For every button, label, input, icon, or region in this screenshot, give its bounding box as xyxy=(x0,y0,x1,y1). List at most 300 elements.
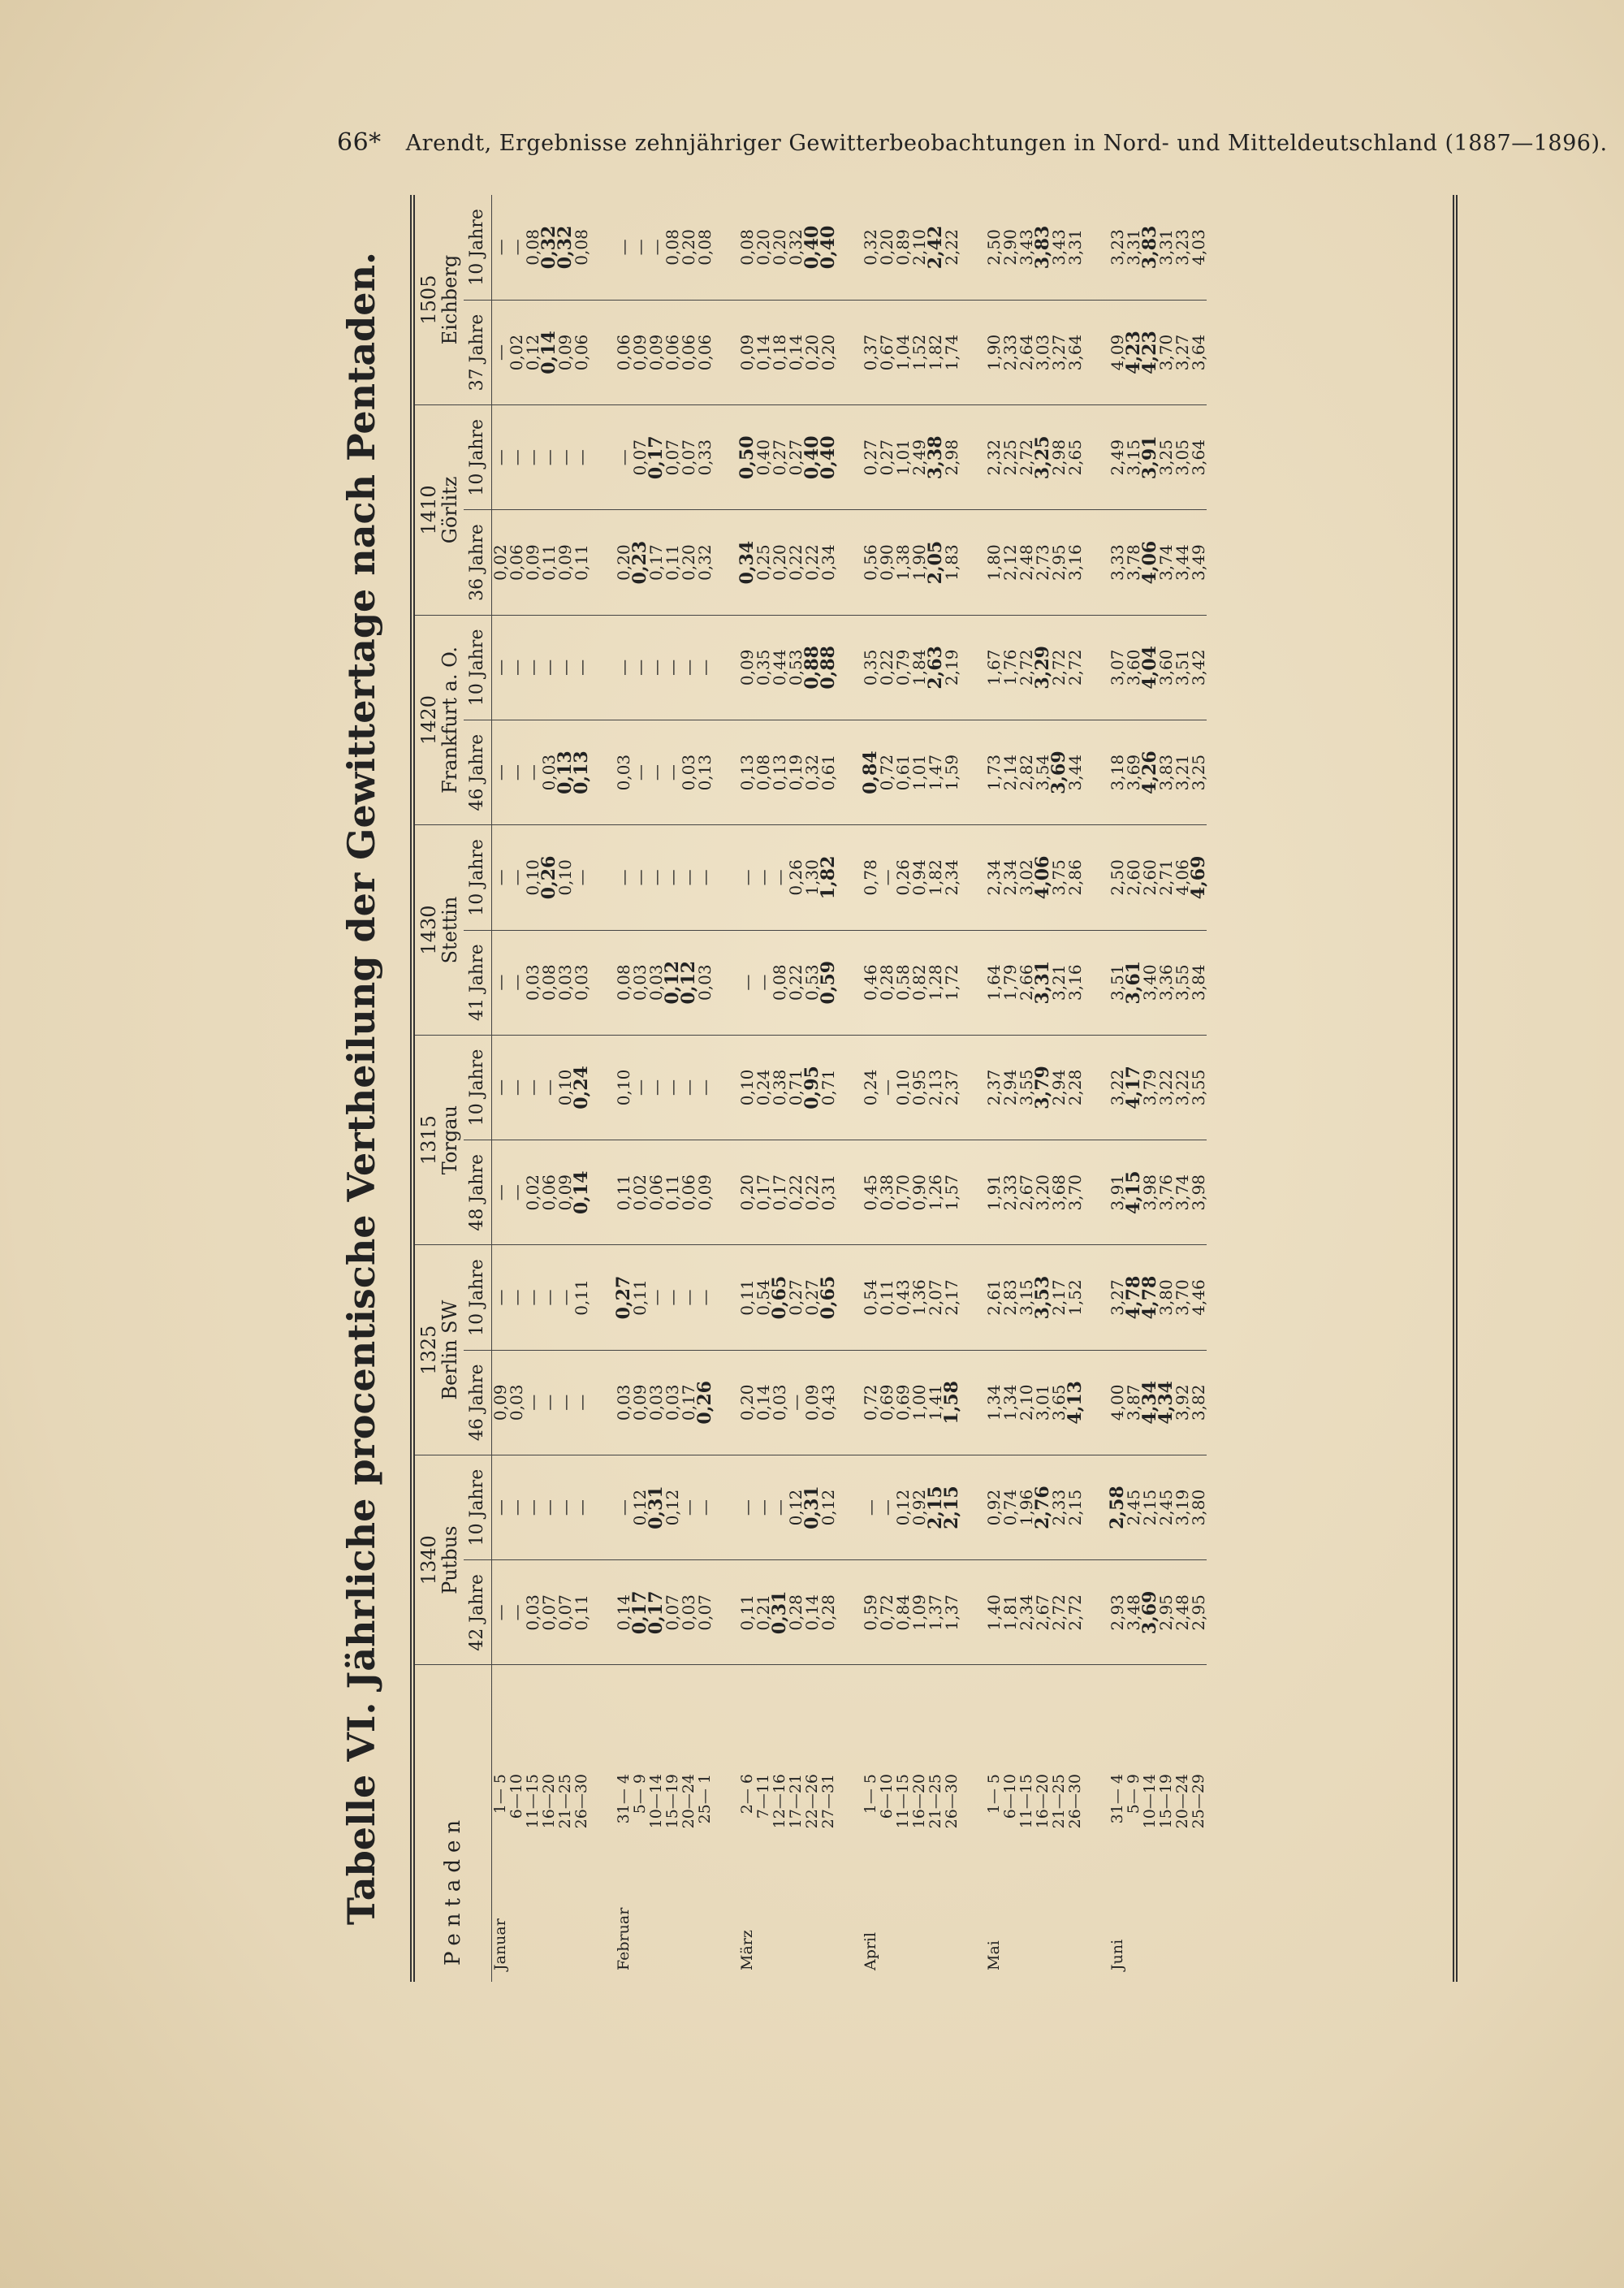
table-row xyxy=(525,195,541,1982)
value-cell: — xyxy=(648,615,664,720)
value-cell: 2,63 xyxy=(927,615,944,720)
value-cell: 3,69 xyxy=(1142,1560,1158,1665)
value-cell: 0,22 xyxy=(804,1140,820,1245)
value-cell: 2,45 xyxy=(1125,1455,1142,1559)
value-cell: — xyxy=(492,1455,509,1559)
value-cell: 2,72 xyxy=(1018,405,1034,510)
value-cell: 0,03 xyxy=(632,930,648,1035)
spacer-cell xyxy=(960,1245,986,1350)
value-cell: 0,90 xyxy=(911,1140,927,1245)
value-cell: 0,31 xyxy=(771,1560,788,1665)
value-cell: 2,60 xyxy=(1142,825,1158,930)
value-cell: — xyxy=(492,825,509,930)
value-cell: 0,21 xyxy=(755,1560,771,1665)
value-cell: 3,27 xyxy=(1109,1245,1125,1350)
value-cell: 0,70 xyxy=(895,1140,911,1245)
station-name: Frankfurt a. O. xyxy=(438,646,461,794)
value-cell: 0,10 xyxy=(739,1035,755,1140)
spacer-cell xyxy=(836,1560,862,1665)
value-cell: 0,27 xyxy=(771,405,788,510)
value-cell: — xyxy=(680,1245,697,1350)
value-cell: 0,02 xyxy=(632,1140,648,1245)
value-cell: 2,72 xyxy=(1051,1560,1067,1665)
value-cell: 0,03 xyxy=(615,720,632,824)
value-cell: 3,27 xyxy=(1051,300,1067,404)
value-cell: — xyxy=(697,615,713,720)
value-cell: 2,95 xyxy=(1051,510,1067,615)
value-cell: 0,88 xyxy=(820,615,836,720)
value-cell: 3,55 xyxy=(1190,1035,1207,1140)
value-cell: 3,68 xyxy=(1051,1140,1067,1245)
spacer-row xyxy=(590,195,615,1982)
value-cell: 1,38 xyxy=(895,510,911,615)
value-cell: 0,17 xyxy=(771,1140,788,1245)
pentade-range: 5— 9 xyxy=(631,1774,649,1814)
spacer-cell xyxy=(590,1140,615,1245)
value-cell: 0,10 xyxy=(895,1035,911,1140)
value-cell: 3,42 xyxy=(1190,615,1207,720)
value-cell: 0,22 xyxy=(788,510,804,615)
spacer-cell xyxy=(1083,1140,1109,1245)
value-cell: 0,27 xyxy=(788,1245,804,1350)
value-cell: 0,03 xyxy=(615,1350,632,1455)
spacer-cell xyxy=(1083,930,1109,1035)
value-cell: 3,60 xyxy=(1125,615,1142,720)
spacer-cell xyxy=(1083,825,1109,930)
value-cell: 0,03 xyxy=(525,930,541,1035)
value-cell: 0,65 xyxy=(771,1245,788,1350)
value-cell: 0,19 xyxy=(788,720,804,824)
value-cell: 0,11 xyxy=(541,510,557,615)
value-cell: 3,02 xyxy=(1018,825,1034,930)
value-cell: 0,22 xyxy=(788,930,804,1035)
table-row xyxy=(615,195,632,1982)
pentade-cell xyxy=(755,1665,771,1982)
value-cell: 2,12 xyxy=(1002,510,1018,615)
value-cell: 0,02 xyxy=(508,300,525,404)
spacer-cell xyxy=(713,405,739,510)
value-cell: 0,12 xyxy=(680,930,697,1035)
pentade-range: 1— 5 xyxy=(985,1774,1003,1814)
value-cell: — xyxy=(541,1245,557,1350)
value-cell: 3,18 xyxy=(1109,720,1125,824)
value-cell: 3,15 xyxy=(1125,405,1142,510)
value-cell: 3,83 xyxy=(1142,195,1158,300)
value-cell: 0,32 xyxy=(557,195,573,300)
value-cell: 4,23 xyxy=(1125,300,1142,404)
value-cell: 0,69 xyxy=(879,1350,895,1455)
spacer-row xyxy=(836,195,862,1982)
value-cell: 4,23 xyxy=(1142,300,1158,404)
value-cell: 1,41 xyxy=(927,1350,944,1455)
value-cell: 1,80 xyxy=(986,510,1002,615)
pentade-cell xyxy=(508,1665,525,1982)
value-cell: 3,53 xyxy=(1034,1245,1051,1350)
value-cell: 2,28 xyxy=(1067,1035,1083,1140)
value-cell: — xyxy=(615,825,632,930)
value-cell: — xyxy=(508,405,525,510)
value-cell: — xyxy=(755,1455,771,1559)
value-cell: 4,13 xyxy=(1067,1350,1083,1455)
value-cell: 2,15 xyxy=(927,1455,944,1559)
value-cell: 0,54 xyxy=(755,1245,771,1350)
spacer-cell xyxy=(960,195,986,300)
value-cell: — xyxy=(632,615,648,720)
spacer-cell xyxy=(713,1245,739,1350)
period-header: 36 Jahre xyxy=(464,510,492,615)
month-label: Januar xyxy=(491,1918,509,1970)
value-cell: 0,06 xyxy=(541,1140,557,1245)
pentade-cell xyxy=(1174,1665,1190,1982)
value-cell: 0,13 xyxy=(697,720,713,824)
period-header: 46 Jahre xyxy=(464,720,492,824)
station-name: Stettin xyxy=(438,896,461,964)
value-cell: 2,67 xyxy=(1034,1560,1051,1665)
value-cell: 3,31 xyxy=(1158,195,1174,300)
pentade-range: 21—25 xyxy=(926,1774,944,1829)
value-cell: — xyxy=(492,930,509,1035)
table-row xyxy=(1051,195,1067,1982)
value-cell: 3,98 xyxy=(1190,1140,1207,1245)
value-cell: 0,10 xyxy=(615,1035,632,1140)
table-row xyxy=(1190,195,1207,1982)
table-row xyxy=(1142,195,1158,1982)
running-header xyxy=(337,128,1608,157)
value-cell: 3,83 xyxy=(1158,720,1174,824)
value-cell: 0,20 xyxy=(879,195,895,300)
value-cell: 3,44 xyxy=(1067,720,1083,824)
value-cell: 0,44 xyxy=(771,615,788,720)
value-cell: 0,14 xyxy=(788,300,804,404)
value-cell: 3,91 xyxy=(1142,405,1158,510)
pentade-cell xyxy=(820,1665,836,1982)
pentade-cell xyxy=(1018,1665,1034,1982)
value-cell: 3,92 xyxy=(1174,1350,1190,1455)
value-cell: 0,14 xyxy=(804,1560,820,1665)
pentade-range: 26—30 xyxy=(572,1774,590,1829)
value-cell: 2,48 xyxy=(1174,1560,1190,1665)
value-cell: 0,11 xyxy=(739,1560,755,1665)
value-cell: 3,29 xyxy=(1034,615,1051,720)
value-cell: 2,33 xyxy=(1002,1140,1018,1245)
value-cell: 0,84 xyxy=(862,720,879,824)
value-cell: 0,23 xyxy=(632,510,648,615)
value-cell: 0,11 xyxy=(739,1245,755,1350)
value-cell: 0,03 xyxy=(664,1350,680,1455)
value-cell: 3,87 xyxy=(1125,1350,1142,1455)
spacer-cell xyxy=(1083,1350,1109,1455)
station-header xyxy=(415,825,464,1036)
value-cell: 3,79 xyxy=(1142,1035,1158,1140)
pentade-range: 20—24 xyxy=(1173,1774,1191,1829)
value-cell: 0,59 xyxy=(820,930,836,1035)
value-cell: 0,71 xyxy=(820,1035,836,1140)
station-number: 1340 xyxy=(417,1535,440,1585)
value-cell: — xyxy=(525,405,541,510)
value-cell: 0,82 xyxy=(911,930,927,1035)
value-cell: 0,24 xyxy=(755,1035,771,1140)
value-cell: 3,07 xyxy=(1109,615,1125,720)
value-cell: 1,74 xyxy=(944,300,960,404)
spacer-cell xyxy=(713,1665,739,1982)
value-cell: 3,51 xyxy=(1174,615,1190,720)
value-cell: 0,14 xyxy=(755,300,771,404)
value-cell: 0,03 xyxy=(541,720,557,824)
value-cell: — xyxy=(697,1245,713,1350)
value-cell: 0,20 xyxy=(820,300,836,404)
value-cell: 0,34 xyxy=(820,510,836,615)
value-cell: 0,53 xyxy=(788,615,804,720)
pentade-cell xyxy=(697,1665,713,1982)
value-cell: 0,03 xyxy=(697,930,713,1035)
value-cell: 3,25 xyxy=(1034,405,1051,510)
value-cell: — xyxy=(648,720,664,824)
table-row xyxy=(771,195,788,1982)
pentaden-header: Pentaden xyxy=(415,1665,492,1982)
value-cell: 2,50 xyxy=(986,195,1002,300)
value-cell: 3,21 xyxy=(1051,930,1067,1035)
spacer-cell xyxy=(713,1350,739,1455)
value-cell: 1,76 xyxy=(1002,615,1018,720)
spacer-cell xyxy=(590,1455,615,1559)
pentade-cell xyxy=(788,1665,804,1982)
value-cell: 2,64 xyxy=(1018,300,1034,404)
pentade-cell xyxy=(1002,1665,1018,1982)
spacer-cell xyxy=(836,825,862,930)
value-cell: 1,30 xyxy=(804,825,820,930)
value-cell: 0,12 xyxy=(664,930,680,1035)
station-number: 1420 xyxy=(417,694,440,746)
station-name: Görlitz xyxy=(438,476,461,544)
value-cell: 0,40 xyxy=(755,405,771,510)
value-cell: 0,43 xyxy=(895,1245,911,1350)
value-cell: 0,11 xyxy=(664,1140,680,1245)
spacer-cell xyxy=(960,1140,986,1245)
value-cell: 0,72 xyxy=(879,720,895,824)
table-row xyxy=(895,195,911,1982)
value-cell: 2,33 xyxy=(1051,1455,1067,1559)
value-cell: — xyxy=(788,1350,804,1455)
value-cell: 0,27 xyxy=(862,405,879,510)
value-cell: 0,09 xyxy=(739,300,755,404)
value-cell: 3,19 xyxy=(1174,1455,1190,1559)
value-cell: 0,03 xyxy=(680,720,697,824)
value-cell: 0,09 xyxy=(739,615,755,720)
value-cell: — xyxy=(557,615,573,720)
pentade-cell xyxy=(664,1665,680,1982)
value-cell: — xyxy=(755,825,771,930)
table-row xyxy=(944,195,960,1982)
value-cell: 0,20 xyxy=(680,510,697,615)
value-cell: 0,26 xyxy=(541,825,557,930)
value-cell: 0,56 xyxy=(862,510,879,615)
value-cell: 1,00 xyxy=(911,1350,927,1455)
value-cell: 2,25 xyxy=(1002,405,1018,510)
value-cell: 0,17 xyxy=(648,510,664,615)
value-cell: 2,72 xyxy=(1018,615,1034,720)
value-cell: — xyxy=(557,1245,573,1350)
period-header: 10 Jahre xyxy=(464,195,492,300)
month-label: Juni xyxy=(1108,1939,1126,1970)
value-cell: 2,93 xyxy=(1109,1560,1125,1665)
value-cell: 2,15 xyxy=(1142,1455,1158,1559)
table-row xyxy=(862,195,879,1982)
value-cell: 3,43 xyxy=(1051,195,1067,300)
spacer-cell xyxy=(836,195,862,300)
value-cell: 0,10 xyxy=(557,1035,573,1140)
value-cell: 1,96 xyxy=(1018,1455,1034,1559)
value-cell: 1,37 xyxy=(927,1560,944,1665)
pentade-range: 31— 4 xyxy=(615,1774,633,1824)
spacer-cell xyxy=(836,1245,862,1350)
value-cell: 0,72 xyxy=(862,1350,879,1455)
value-cell: 2,37 xyxy=(944,1035,960,1140)
value-cell: 0,92 xyxy=(986,1455,1002,1559)
pentade-range: 2— 6 xyxy=(738,1774,756,1814)
pentade-cell xyxy=(1190,1665,1207,1982)
value-cell: 0,72 xyxy=(879,1560,895,1665)
value-cell: 2,34 xyxy=(986,825,1002,930)
value-cell: 3,69 xyxy=(1125,720,1142,824)
value-cell: — xyxy=(632,1035,648,1140)
value-cell: 0,07 xyxy=(632,405,648,510)
pentade-cell xyxy=(1067,1665,1083,1982)
value-cell: — xyxy=(557,1350,573,1455)
spacer-cell xyxy=(1083,195,1109,300)
value-cell: 0,27 xyxy=(788,405,804,510)
value-cell: 0,03 xyxy=(680,1560,697,1665)
table-row xyxy=(697,195,713,1982)
value-cell: 1,28 xyxy=(927,930,944,1035)
value-cell: — xyxy=(573,825,590,930)
value-cell: — xyxy=(492,300,509,404)
value-cell: 2,22 xyxy=(944,195,960,300)
value-cell: 0,03 xyxy=(648,1350,664,1455)
value-cell: 0,07 xyxy=(664,405,680,510)
station-number: 1410 xyxy=(417,485,440,535)
value-cell: 4,17 xyxy=(1125,1035,1142,1140)
value-cell: 0,11 xyxy=(573,1560,590,1665)
value-cell: 2,42 xyxy=(927,195,944,300)
value-cell: — xyxy=(771,825,788,930)
spacer-cell xyxy=(590,1560,615,1665)
value-cell: 0,40 xyxy=(820,405,836,510)
value-cell: 0,61 xyxy=(895,720,911,824)
pentade-cell xyxy=(1125,1665,1142,1982)
pentade-cell xyxy=(1158,1665,1174,1982)
value-cell: 0,32 xyxy=(862,195,879,300)
value-cell: 1,37 xyxy=(944,1560,960,1665)
value-cell: — xyxy=(492,405,509,510)
value-cell: 3,74 xyxy=(1158,510,1174,615)
value-cell: 3,23 xyxy=(1109,195,1125,300)
value-cell: 1,01 xyxy=(895,405,911,510)
value-cell: — xyxy=(615,195,632,300)
value-cell: 0,90 xyxy=(879,510,895,615)
value-cell: — xyxy=(525,1350,541,1455)
value-cell: 0,12 xyxy=(664,1455,680,1559)
spacer-cell xyxy=(590,1245,615,1350)
value-cell: 1,90 xyxy=(986,300,1002,404)
value-cell: 0,35 xyxy=(862,615,879,720)
value-cell: 0,07 xyxy=(557,1560,573,1665)
spacer-cell xyxy=(1083,405,1109,510)
value-cell: 0,02 xyxy=(525,1140,541,1245)
pentade-range: 15—19 xyxy=(663,1774,681,1829)
value-cell: — xyxy=(615,615,632,720)
pentade-range: 15—19 xyxy=(1157,1774,1175,1829)
value-cell: 3,31 xyxy=(1067,195,1083,300)
value-cell: 2,50 xyxy=(1109,825,1125,930)
value-cell: 2,10 xyxy=(1018,1350,1034,1455)
value-cell: 3,70 xyxy=(1158,300,1174,404)
spacer-cell xyxy=(713,195,739,300)
value-cell: 3,76 xyxy=(1158,1140,1174,1245)
value-cell: 0,06 xyxy=(664,300,680,404)
pentade-cell xyxy=(541,1665,557,1982)
value-cell: 2,15 xyxy=(1067,1455,1083,1559)
table-row xyxy=(573,195,590,1982)
spacer-cell xyxy=(836,1350,862,1455)
value-cell: 0,27 xyxy=(879,405,895,510)
value-cell: 2,72 xyxy=(1067,615,1083,720)
pentade-range: 6—10 xyxy=(508,1774,525,1819)
value-cell: 3,80 xyxy=(1158,1245,1174,1350)
value-cell: 0,20 xyxy=(804,300,820,404)
spacer-cell xyxy=(590,1665,615,1982)
value-cell: — xyxy=(492,1560,509,1665)
station-number: 1430 xyxy=(417,905,440,955)
value-cell: 0,20 xyxy=(771,195,788,300)
pentade-cell xyxy=(862,1665,879,1982)
value-cell: — xyxy=(525,1245,541,1350)
value-cell: 3,15 xyxy=(1018,1245,1034,1350)
value-cell: 0,79 xyxy=(895,615,911,720)
value-cell: — xyxy=(879,1035,895,1140)
pentade-range: 17—21 xyxy=(787,1774,805,1829)
month-label: April xyxy=(862,1931,879,1970)
pentade-cell xyxy=(879,1665,895,1982)
value-cell: 3,83 xyxy=(1034,195,1051,300)
value-cell: 0,33 xyxy=(697,405,713,510)
value-cell: 1,52 xyxy=(911,300,927,404)
pentade-cell xyxy=(573,1665,590,1982)
value-cell: 2,17 xyxy=(944,1245,960,1350)
station-name: Torgau xyxy=(438,1105,461,1175)
pentade-range: 25— 1 xyxy=(696,1774,714,1824)
table-body xyxy=(492,195,1207,1982)
value-cell: 0,17 xyxy=(680,1350,697,1455)
value-cell: 0,84 xyxy=(895,1560,911,1665)
value-cell: 3,60 xyxy=(1158,615,1174,720)
value-cell: — xyxy=(492,195,509,300)
value-cell: — xyxy=(632,195,648,300)
value-cell: 3,84 xyxy=(1190,930,1207,1035)
period-header: 10 Jahre xyxy=(464,1035,492,1140)
value-cell: 0,32 xyxy=(697,510,713,615)
value-cell: — xyxy=(541,1350,557,1455)
value-cell: — xyxy=(557,405,573,510)
value-cell: 1,82 xyxy=(820,825,836,930)
spacer-cell xyxy=(836,615,862,720)
pentade-range: 22—26 xyxy=(803,1774,821,1829)
value-cell: 1,58 xyxy=(944,1350,960,1455)
value-cell: 1,81 xyxy=(1002,1560,1018,1665)
table-row xyxy=(1002,195,1018,1982)
value-cell: 0,12 xyxy=(788,1455,804,1559)
value-cell: — xyxy=(664,1245,680,1350)
value-cell: 0,17 xyxy=(632,1560,648,1665)
